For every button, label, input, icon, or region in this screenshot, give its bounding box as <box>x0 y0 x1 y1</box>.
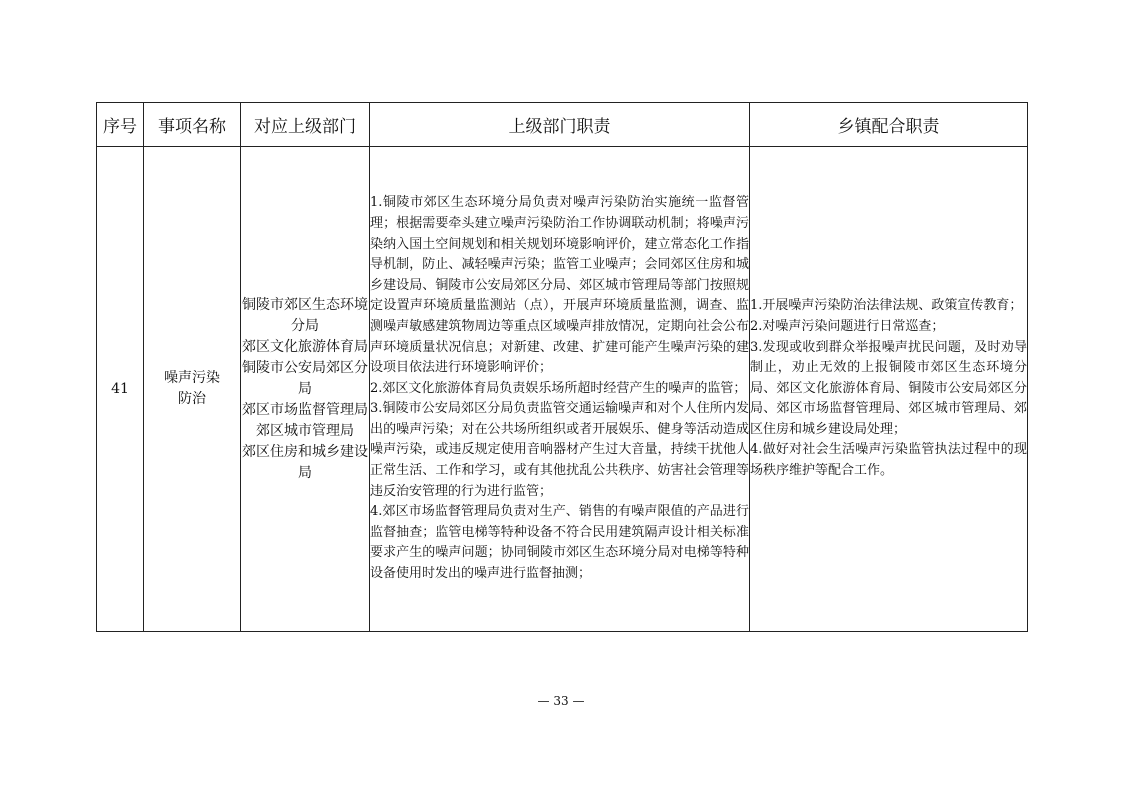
cell-town-duties <box>750 147 1028 632</box>
department-line: 郊区市场监督管理局 <box>242 401 368 418</box>
town-duty-item: 2.对噪声污染问题进行日常巡查； <box>750 318 945 334</box>
cell-seq: 41 <box>97 147 144 632</box>
department-line: 郊区城市管理局 <box>256 422 354 439</box>
department-line: 铜陵市公安局郊区分局 <box>242 359 368 397</box>
header-item-name: 事项名称 <box>144 103 241 147</box>
upper-duty-item: 3.铜陵市公安局郊区分局负责监管交通运输噪声和对个人住所内发出的噪声污染；对在公共场所组织或者开展娱乐、健身等活动造成噪声污染，或违反规定使用音响器材产生过大音量，持续干扰他人正常生活、工作和学习，或有其他扰乱公共秩序、妨害社会管理等违反治安管理的行为进行监管； <box>370 401 749 499</box>
department-line: 郊区文化旅游体育局 <box>242 338 368 355</box>
header-town-duty: 乡镇配合职责 <box>750 103 1028 147</box>
department-line: 郊区住房和城乡建设局 <box>242 443 368 481</box>
cell-departments <box>241 147 370 632</box>
table-row <box>97 147 1028 632</box>
town-duty-item: 4.做好对社会生活噪声污染监管执法过程中的现场秩序维护等配合工作。 <box>750 442 1027 479</box>
header-row <box>97 103 1028 147</box>
header-seq: 序号 <box>97 103 144 147</box>
upper-duty-item: 2.郊区文化旅游体育局负责娱乐场所超时经营产生的噪声的监管； <box>370 380 747 396</box>
duty-table <box>96 102 1028 632</box>
department-line: 铜陵市郊区生态环境分局 <box>242 296 368 334</box>
upper-duty-item: 1.铜陵市郊区生态环境分局负责对噪声污染防治实施统一监督管理；根据需要牵头建立噪声污染防治工作协调联动机制；将噪声污染纳入国土空间规划和相关规划环境影响评价，建立常态化工作指导机制，防止、减轻噪声污染；监管工业噪声；会同郊区住房和城乡建设局、铜陵市公安局郊区分局、郊区城市管理局等部门按照规定设置声环境质量监测站（点），开展声环境质量监测，调查、监测噪声敏感建筑物周边等重点区域噪声排放情况，定期向社会公布声环境质量状况信息；对新建、改建、扩建可能产生噪声污染的建设项目依法进行环境影响评价； <box>370 195 749 376</box>
page-number: — 33 — <box>537 694 585 708</box>
header-upper-duty: 上级部门职责 <box>370 103 750 147</box>
header-dept: 对应上级部门 <box>241 103 370 147</box>
item-name-text: 噪声污染防治 <box>164 370 220 407</box>
town-duty-item: 3.发现或收到群众举报噪声扰民问题，及时劝导制止，劝止无效的上报铜陵市郊区生态环境分局、郊区文化旅游体育局、铜陵市公安局郊区分局、郊区市场监督管理局、郊区城市管理局、郊区住房和城乡建设局处理； <box>750 339 1027 437</box>
upper-duty-item: 4.郊区市场监督管理局负责对生产、销售的有噪声限值的产品进行监督抽查；监管电梯等特种设备不符合民用建筑隔声设计相关标准要求产生的噪声问题；协同铜陵市郊区生态环境分局对电梯等特种设备使用时发出的噪声进行监督抽测； <box>370 504 749 582</box>
cell-upper-duties <box>370 147 750 632</box>
cell-item-name <box>144 147 241 632</box>
town-duty-item: 1.开展噪声污染防治法律法规、政策宣传教育； <box>750 298 1023 314</box>
